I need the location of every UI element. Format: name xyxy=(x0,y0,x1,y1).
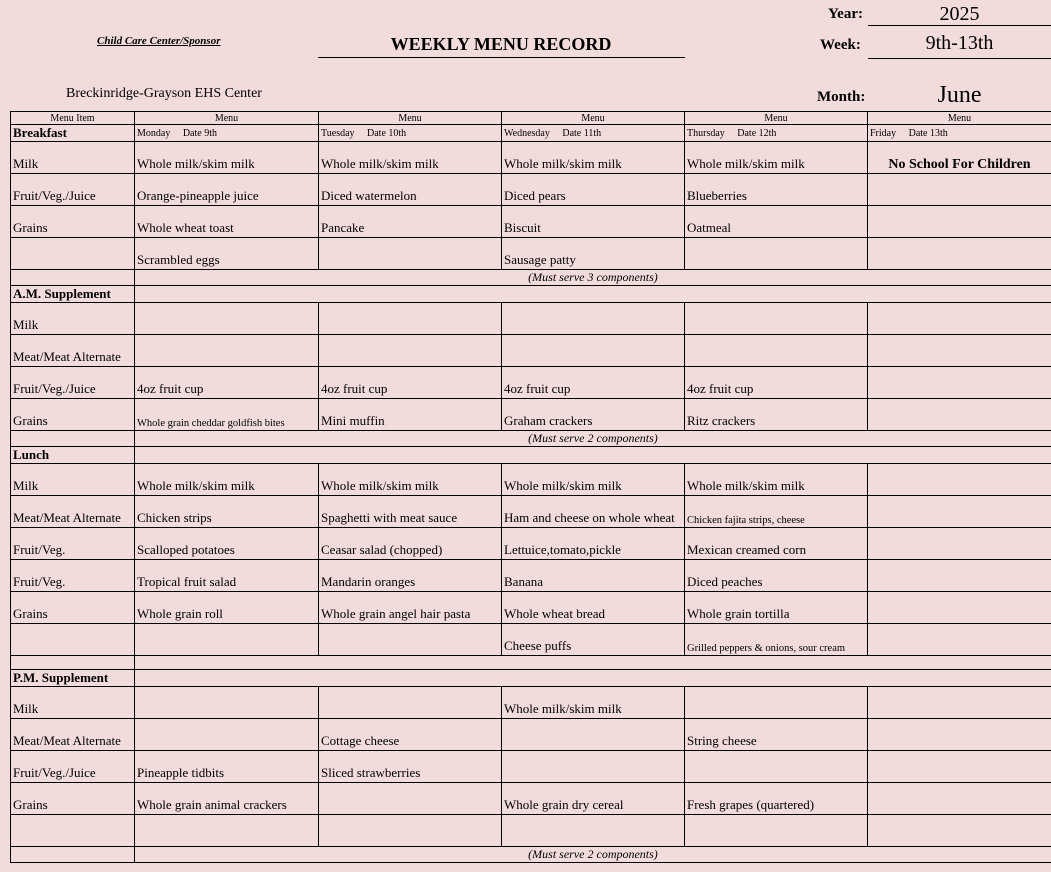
day-wednesday: Wednesday Date 11th xyxy=(502,125,685,142)
menu-cell xyxy=(319,303,502,335)
menu-cell xyxy=(868,528,1051,560)
section-pm-supplement: P.M. Supplement xyxy=(11,670,135,687)
menu-cell: Diced pears xyxy=(502,174,685,206)
menu-item-label: Grains xyxy=(11,592,135,624)
menu-cell: Chicken strips xyxy=(135,496,319,528)
menu-cell xyxy=(868,206,1051,238)
menu-item-label: Fruit/Veg./Juice xyxy=(11,751,135,783)
menu-item-label: Fruit/Veg./Juice xyxy=(11,367,135,399)
menu-item-label: Milk xyxy=(11,687,135,719)
menu-table xyxy=(10,111,1051,863)
menu-cell: Whole wheat bread xyxy=(502,592,685,624)
center-name: Breckinridge-Grayson EHS Center xyxy=(66,86,262,101)
menu-cell: Pancake xyxy=(319,206,502,238)
table-row xyxy=(11,815,1051,847)
menu-cell xyxy=(868,719,1051,751)
menu-cell xyxy=(868,335,1051,367)
menu-cell: Scrambled eggs xyxy=(135,238,319,270)
menu-cell: Blueberries xyxy=(685,174,868,206)
day-header-row xyxy=(11,125,1051,142)
table-row xyxy=(11,303,1051,335)
menu-cell: Ritz crackers xyxy=(685,399,868,431)
day-friday: Friday Date 13th xyxy=(868,125,1051,142)
menu-cell xyxy=(868,399,1051,431)
page-title: WEEKLY MENU RECORD xyxy=(390,34,612,54)
menu-cell xyxy=(685,238,868,270)
menu-cell: Tropical fruit salad xyxy=(135,560,319,592)
menu-cell: Chicken fajita strips, cheese xyxy=(685,496,868,528)
table-row xyxy=(11,464,1051,496)
menu-cell xyxy=(868,496,1051,528)
menu-cell xyxy=(685,335,868,367)
menu-cell xyxy=(685,687,868,719)
menu-cell xyxy=(868,592,1051,624)
menu-cell xyxy=(868,560,1051,592)
sponsor-label: Child Care Center/Sponsor xyxy=(97,35,221,47)
spacer-row xyxy=(11,656,1051,670)
menu-item-label: Milk xyxy=(11,142,135,174)
month-value: June xyxy=(937,82,982,108)
menu-cell: Whole grain angel hair pasta xyxy=(319,592,502,624)
week-underline xyxy=(868,58,1051,59)
table-row xyxy=(11,592,1051,624)
menu-cell xyxy=(135,335,319,367)
menu-cell: Banana xyxy=(502,560,685,592)
menu-cell: Whole milk/skim milk xyxy=(502,687,685,719)
menu-cell: Whole grain roll xyxy=(135,592,319,624)
column-header-row xyxy=(11,112,1051,125)
menu-cell xyxy=(319,815,502,847)
menu-cell xyxy=(685,751,868,783)
menu-item-label: Milk xyxy=(11,303,135,335)
menu-item-label xyxy=(11,815,135,847)
table-row xyxy=(11,367,1051,399)
table-row xyxy=(11,206,1051,238)
menu-cell: Mini muffin xyxy=(319,399,502,431)
menu-item-label: Meat/Meat Alternate xyxy=(11,335,135,367)
note-row xyxy=(11,431,1051,447)
menu-cell: Mandarin oranges xyxy=(319,560,502,592)
section-spacer xyxy=(135,286,1051,303)
menu-cell xyxy=(868,367,1051,399)
menu-cell xyxy=(502,303,685,335)
menu-cell: 4oz fruit cup xyxy=(685,367,868,399)
menu-cell: Orange-pineapple juice xyxy=(135,174,319,206)
menu-cell: Whole milk/skim milk xyxy=(685,464,868,496)
menu-cell: Whole milk/skim milk xyxy=(135,142,319,174)
table-row xyxy=(11,399,1051,431)
table-row xyxy=(11,496,1051,528)
menu-cell: Whole milk/skim milk xyxy=(135,464,319,496)
menu-cell: Pineapple tidbits xyxy=(135,751,319,783)
menu-cell: Sausage patty xyxy=(502,238,685,270)
menu-cell xyxy=(135,815,319,847)
menu-cell: Whole grain cheddar goldfish bites xyxy=(135,399,319,431)
menu-cell xyxy=(502,719,685,751)
day-monday: Monday Date 9th xyxy=(135,125,319,142)
section-spacer xyxy=(135,670,1051,687)
col-header-menu: Menu xyxy=(319,112,502,125)
menu-cell xyxy=(502,335,685,367)
spacer-cell xyxy=(11,656,135,670)
col-header-menu-item: Menu Item xyxy=(11,112,135,125)
menu-item-label: Grains xyxy=(11,783,135,815)
menu-cell: Cheese puffs xyxy=(502,624,685,656)
menu-item-label: Fruit/Veg./Juice xyxy=(11,174,135,206)
section-breakfast: Breakfast xyxy=(11,125,135,142)
menu-item-label xyxy=(11,624,135,656)
menu-cell xyxy=(868,624,1051,656)
menu-cell xyxy=(868,464,1051,496)
menu-cell xyxy=(868,174,1051,206)
menu-cell xyxy=(319,335,502,367)
menu-cell: Spaghetti with meat sauce xyxy=(319,496,502,528)
menu-cell xyxy=(319,624,502,656)
month-label: Month: xyxy=(817,89,866,105)
menu-cell: Whole wheat toast xyxy=(135,206,319,238)
pm-note: (Must serve 2 components) xyxy=(135,847,1051,863)
title-underline xyxy=(318,57,685,58)
section-row xyxy=(11,447,1051,464)
menu-cell xyxy=(868,687,1051,719)
note-spacer xyxy=(11,847,135,863)
menu-cell: Grilled peppers & onions, sour cream xyxy=(685,624,868,656)
menu-cell xyxy=(135,719,319,751)
menu-cell: Oatmeal xyxy=(685,206,868,238)
section-row xyxy=(11,286,1051,303)
menu-item-label: Meat/Meat Alternate xyxy=(11,719,135,751)
menu-cell xyxy=(319,238,502,270)
menu-cell: Cottage cheese xyxy=(319,719,502,751)
menu-cell xyxy=(685,815,868,847)
menu-cell: Whole milk/skim milk xyxy=(502,464,685,496)
menu-cell: Whole grain animal crackers xyxy=(135,783,319,815)
menu-item-label xyxy=(11,238,135,270)
note-row xyxy=(11,270,1051,286)
menu-cell xyxy=(502,815,685,847)
menu-item-label: Fruit/Veg. xyxy=(11,528,135,560)
menu-cell: String cheese xyxy=(685,719,868,751)
year-label: Year: xyxy=(828,6,863,22)
menu-cell xyxy=(868,238,1051,270)
table-row xyxy=(11,719,1051,751)
menu-cell xyxy=(868,815,1051,847)
col-header-menu: Menu xyxy=(135,112,319,125)
menu-cell xyxy=(319,687,502,719)
menu-cell: Whole milk/skim milk xyxy=(502,142,685,174)
menu-cell: Diced peaches xyxy=(685,560,868,592)
menu-cell: 4oz fruit cup xyxy=(135,367,319,399)
section-lunch: Lunch xyxy=(11,447,135,464)
menu-item-label: Fruit/Veg. xyxy=(11,560,135,592)
note-spacer xyxy=(11,431,135,447)
menu-cell: Diced watermelon xyxy=(319,174,502,206)
col-header-menu: Menu xyxy=(868,112,1051,125)
menu-item-label: Milk xyxy=(11,464,135,496)
year-underline xyxy=(868,25,1051,26)
section-spacer xyxy=(135,447,1051,464)
menu-cell: Ham and cheese on whole wheat xyxy=(502,496,685,528)
menu-cell: Whole milk/skim milk xyxy=(685,142,868,174)
table-row xyxy=(11,142,1051,174)
table-row xyxy=(11,624,1051,656)
menu-cell: Whole grain tortilla xyxy=(685,592,868,624)
menu-cell xyxy=(135,624,319,656)
menu-cell xyxy=(135,303,319,335)
table-row xyxy=(11,783,1051,815)
menu-cell: 4oz fruit cup xyxy=(319,367,502,399)
menu-cell xyxy=(502,751,685,783)
menu-cell xyxy=(685,303,868,335)
menu-cell: Graham crackers xyxy=(502,399,685,431)
table-row xyxy=(11,560,1051,592)
table-row xyxy=(11,751,1051,783)
menu-item-label: Meat/Meat Alternate xyxy=(11,496,135,528)
menu-cell: Whole milk/skim milk xyxy=(319,464,502,496)
table-row xyxy=(11,687,1051,719)
col-header-menu: Menu xyxy=(685,112,868,125)
menu-cell: Lettuice,tomato,pickle xyxy=(502,528,685,560)
menu-item-label: Grains xyxy=(11,399,135,431)
table-row xyxy=(11,335,1051,367)
day-thursday: Thursday Date 12th xyxy=(685,125,868,142)
year-value: 2025 xyxy=(939,3,980,25)
menu-cell: Whole grain dry cereal xyxy=(502,783,685,815)
menu-cell: Biscuit xyxy=(502,206,685,238)
section-row xyxy=(11,670,1051,687)
note-row xyxy=(11,847,1051,863)
note-spacer xyxy=(11,270,135,286)
breakfast-note: (Must serve 3 components) xyxy=(135,270,1051,286)
section-am-supplement: A.M. Supplement xyxy=(11,286,135,303)
menu-cell xyxy=(135,687,319,719)
day-tuesday: Tuesday Date 10th xyxy=(319,125,502,142)
menu-cell: Sliced strawberries xyxy=(319,751,502,783)
spacer-cell xyxy=(135,656,1051,670)
table-row xyxy=(11,238,1051,270)
menu-cell xyxy=(868,303,1051,335)
menu-cell xyxy=(868,751,1051,783)
menu-cell xyxy=(868,783,1051,815)
menu-cell: Scalloped potatoes xyxy=(135,528,319,560)
week-label: Week: xyxy=(820,37,861,53)
menu-cell: 4oz fruit cup xyxy=(502,367,685,399)
week-value: 9th-13th xyxy=(925,32,994,54)
menu-cell: Whole milk/skim milk xyxy=(319,142,502,174)
menu-cell: Fresh grapes (quartered) xyxy=(685,783,868,815)
menu-item-label: Grains xyxy=(11,206,135,238)
menu-cell: Mexican creamed corn xyxy=(685,528,868,560)
table-row xyxy=(11,174,1051,206)
menu-cell xyxy=(319,783,502,815)
col-header-menu: Menu xyxy=(502,112,685,125)
no-school-note: No School For Children xyxy=(868,142,1051,174)
table-row xyxy=(11,528,1051,560)
am-note: (Must serve 2 components) xyxy=(135,431,1051,447)
menu-cell: Ceasar salad (chopped) xyxy=(319,528,502,560)
